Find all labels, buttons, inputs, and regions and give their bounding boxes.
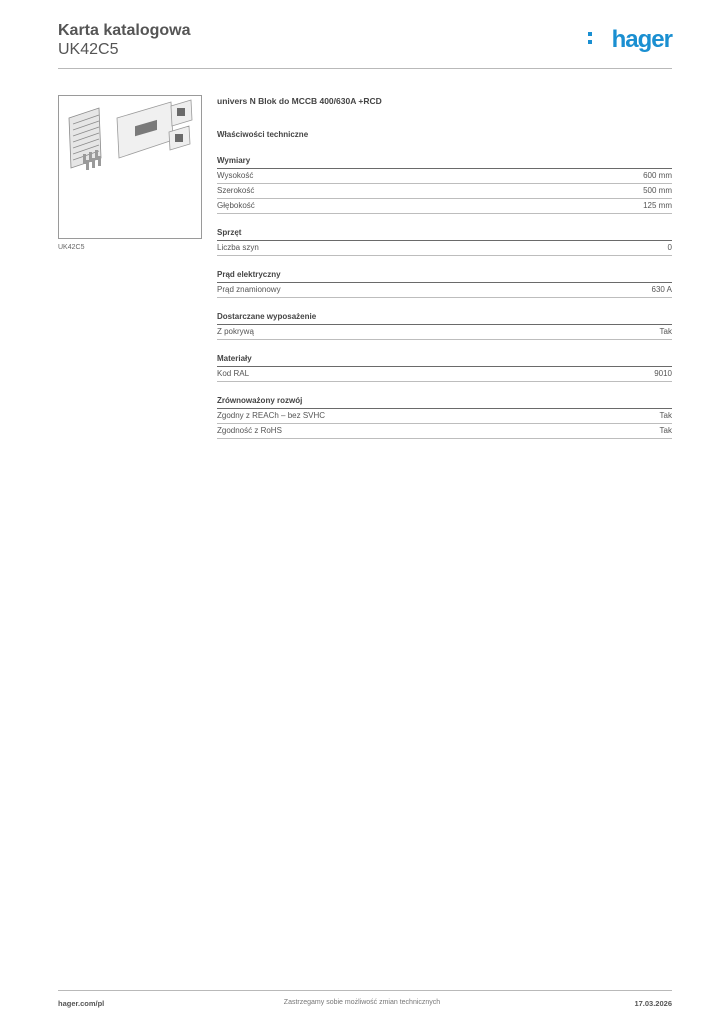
section-equipment [217, 227, 672, 256]
spec-row [217, 424, 672, 439]
footer-date: 17.03.2026 [634, 999, 672, 1008]
section-title: Prąd elektryczny [217, 269, 672, 283]
hager-logo: hager [611, 26, 672, 53]
logo-dots-icon [588, 32, 592, 48]
image-caption: UK42C5 [58, 244, 85, 251]
spec-label: Zgodny z REACh – bez SVHC [217, 411, 326, 420]
footer-divider [58, 990, 672, 991]
document-title: Karta katalogowa [58, 22, 191, 39]
footer-website-link[interactable]: hager.com/pl [58, 999, 105, 1008]
product-image [58, 95, 202, 239]
spec-row [217, 325, 672, 340]
section-dimensions [217, 155, 672, 214]
spec-row [217, 199, 672, 214]
spec-label: Szerokość [217, 186, 255, 195]
section-supplied-equipment [217, 311, 672, 340]
product-code: UK42C5 [58, 41, 119, 58]
spec-label: Wysokość [217, 171, 254, 180]
spec-label: Zgodność z RoHS [217, 426, 282, 435]
spec-row [217, 409, 672, 424]
spec-label: Głębokość [217, 201, 255, 210]
spec-row [217, 283, 672, 298]
spec-row [217, 241, 672, 256]
section-title: Wymiary [217, 155, 672, 169]
spec-value: Tak [659, 327, 672, 336]
section-title: Dostarczane wyposażenie [217, 311, 672, 325]
spec-label: Z pokrywą [217, 327, 254, 336]
section-sustainability [217, 395, 672, 439]
product-illustration-icon [59, 96, 201, 238]
section-electrical [217, 269, 672, 298]
spec-label: Liczba szyn [217, 243, 259, 252]
section-title: Sprzęt [217, 227, 672, 241]
spec-label: Kod RAL [217, 369, 250, 378]
spec-row [217, 367, 672, 382]
spec-label: Prąd znamionowy [217, 285, 281, 294]
section-title: Materiały [217, 353, 672, 367]
section-materials [217, 353, 672, 382]
spec-content [217, 96, 672, 439]
spec-value: 600 mm [643, 171, 672, 180]
spec-value: Tak [659, 411, 672, 420]
spec-value: 630 A [651, 285, 672, 294]
spec-value: 9010 [654, 369, 672, 378]
spec-value: 125 mm [643, 201, 672, 210]
header-divider [58, 68, 672, 69]
spec-row [217, 184, 672, 199]
spec-value: 0 [667, 243, 672, 252]
section-title: Zrównoważony rozwój [217, 395, 672, 409]
page-header [58, 20, 672, 68]
footer-notice: Zastrzegamy sobie możliwość zmian technicznych [283, 999, 441, 1006]
spec-value: 500 mm [643, 186, 672, 195]
spec-row [217, 169, 672, 184]
product-name: univers N Blok do MCCB 400/630A +RCD [217, 96, 382, 106]
spec-value: Tak [659, 426, 672, 435]
properties-heading: Właściwości techniczne [217, 130, 309, 139]
